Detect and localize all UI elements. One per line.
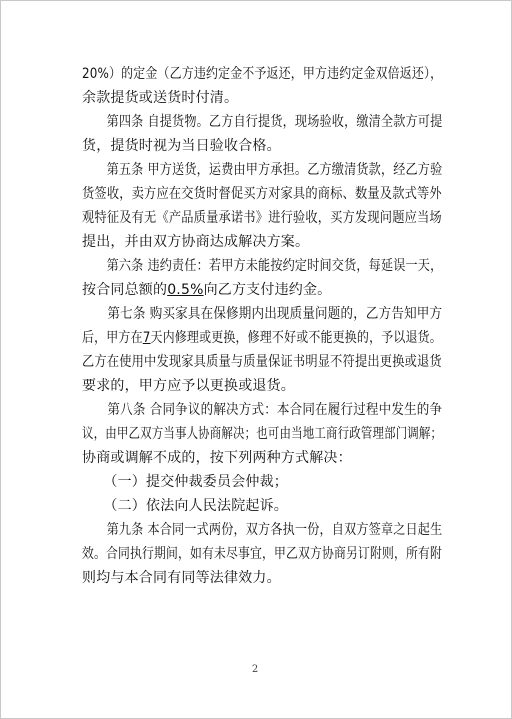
- text-line: 余款提货或送货时付清。: [82, 90, 239, 106]
- text-line: 协商或调解不成的，按下列两种方式解决：: [82, 450, 352, 466]
- page-number: 2: [251, 664, 259, 675]
- text-line: 则均与本合同有同等法律效力。: [82, 570, 281, 586]
- text-line: 第六条 违约责任：若甲方未能按约定时间交货，每延误一天，: [82, 258, 443, 274]
- text-line: 乙方在使用中发现家具质量与质量保证书明显不符提出更换或退货: [82, 354, 442, 370]
- text-line: 第四条 自提货物。乙方自行提货，现场验收，缴清全款方可提: [82, 114, 443, 130]
- text-line: 观特征及有无《产品质量承诺书》进行验收，买方发现问题应当场: [82, 210, 442, 226]
- text-line: （二）依法向人民法院起诉。: [82, 498, 288, 514]
- penalty-rate: 0.5%: [167, 282, 204, 298]
- text-line: 第九条 本合同一式两份，双方各执一份，自双方签章之日起生: [82, 522, 443, 538]
- text-line: 第八条 合同争议的解决方式：本合同在履行过程中发生的争: [82, 402, 443, 418]
- text-segment: 天内修理或更换，修理不好或不能更换的，予以退货。: [150, 330, 442, 346]
- text-segment: 向乙方支付违约金。: [203, 282, 332, 298]
- text-line: 第五条 甲方送货，运费由甲方承担。乙方缴清货款，经乙方验: [82, 162, 443, 178]
- text-segment: 后，甲方在: [82, 330, 143, 346]
- text-line: （一）提交仲裁委员会仲裁；: [82, 474, 288, 490]
- repair-days: 7: [142, 330, 151, 346]
- text-segment: 按合同总额的: [82, 282, 168, 298]
- text-line: 货签收，卖方应在交货时督促买方对家具的商标、数量及款式等外: [82, 186, 442, 202]
- text-line: 20%）的定金（乙方违约定金不予返还，甲方违约定金双倍返还），: [82, 66, 443, 82]
- text-line: [82, 329, 442, 347]
- text-line: 第七条 购买家具在保修期内出现质量问题的，乙方告知甲方: [82, 306, 443, 322]
- text-line: 议，由甲乙双方当事人协商解决；也可由当地工商行政管理部门调解；: [82, 426, 443, 442]
- text-line: [82, 281, 331, 299]
- text-line: 效。合同执行期间，如有未尽事宜，甲乙双方协商另订附则，所有附: [82, 546, 442, 562]
- text-line: 货，提货时视为当日验收合格。: [82, 138, 281, 154]
- text-line: 提出，并由双方协商达成解决方案。: [82, 234, 310, 250]
- text-line: 要求的，甲方应予以更换或退货。: [82, 378, 295, 394]
